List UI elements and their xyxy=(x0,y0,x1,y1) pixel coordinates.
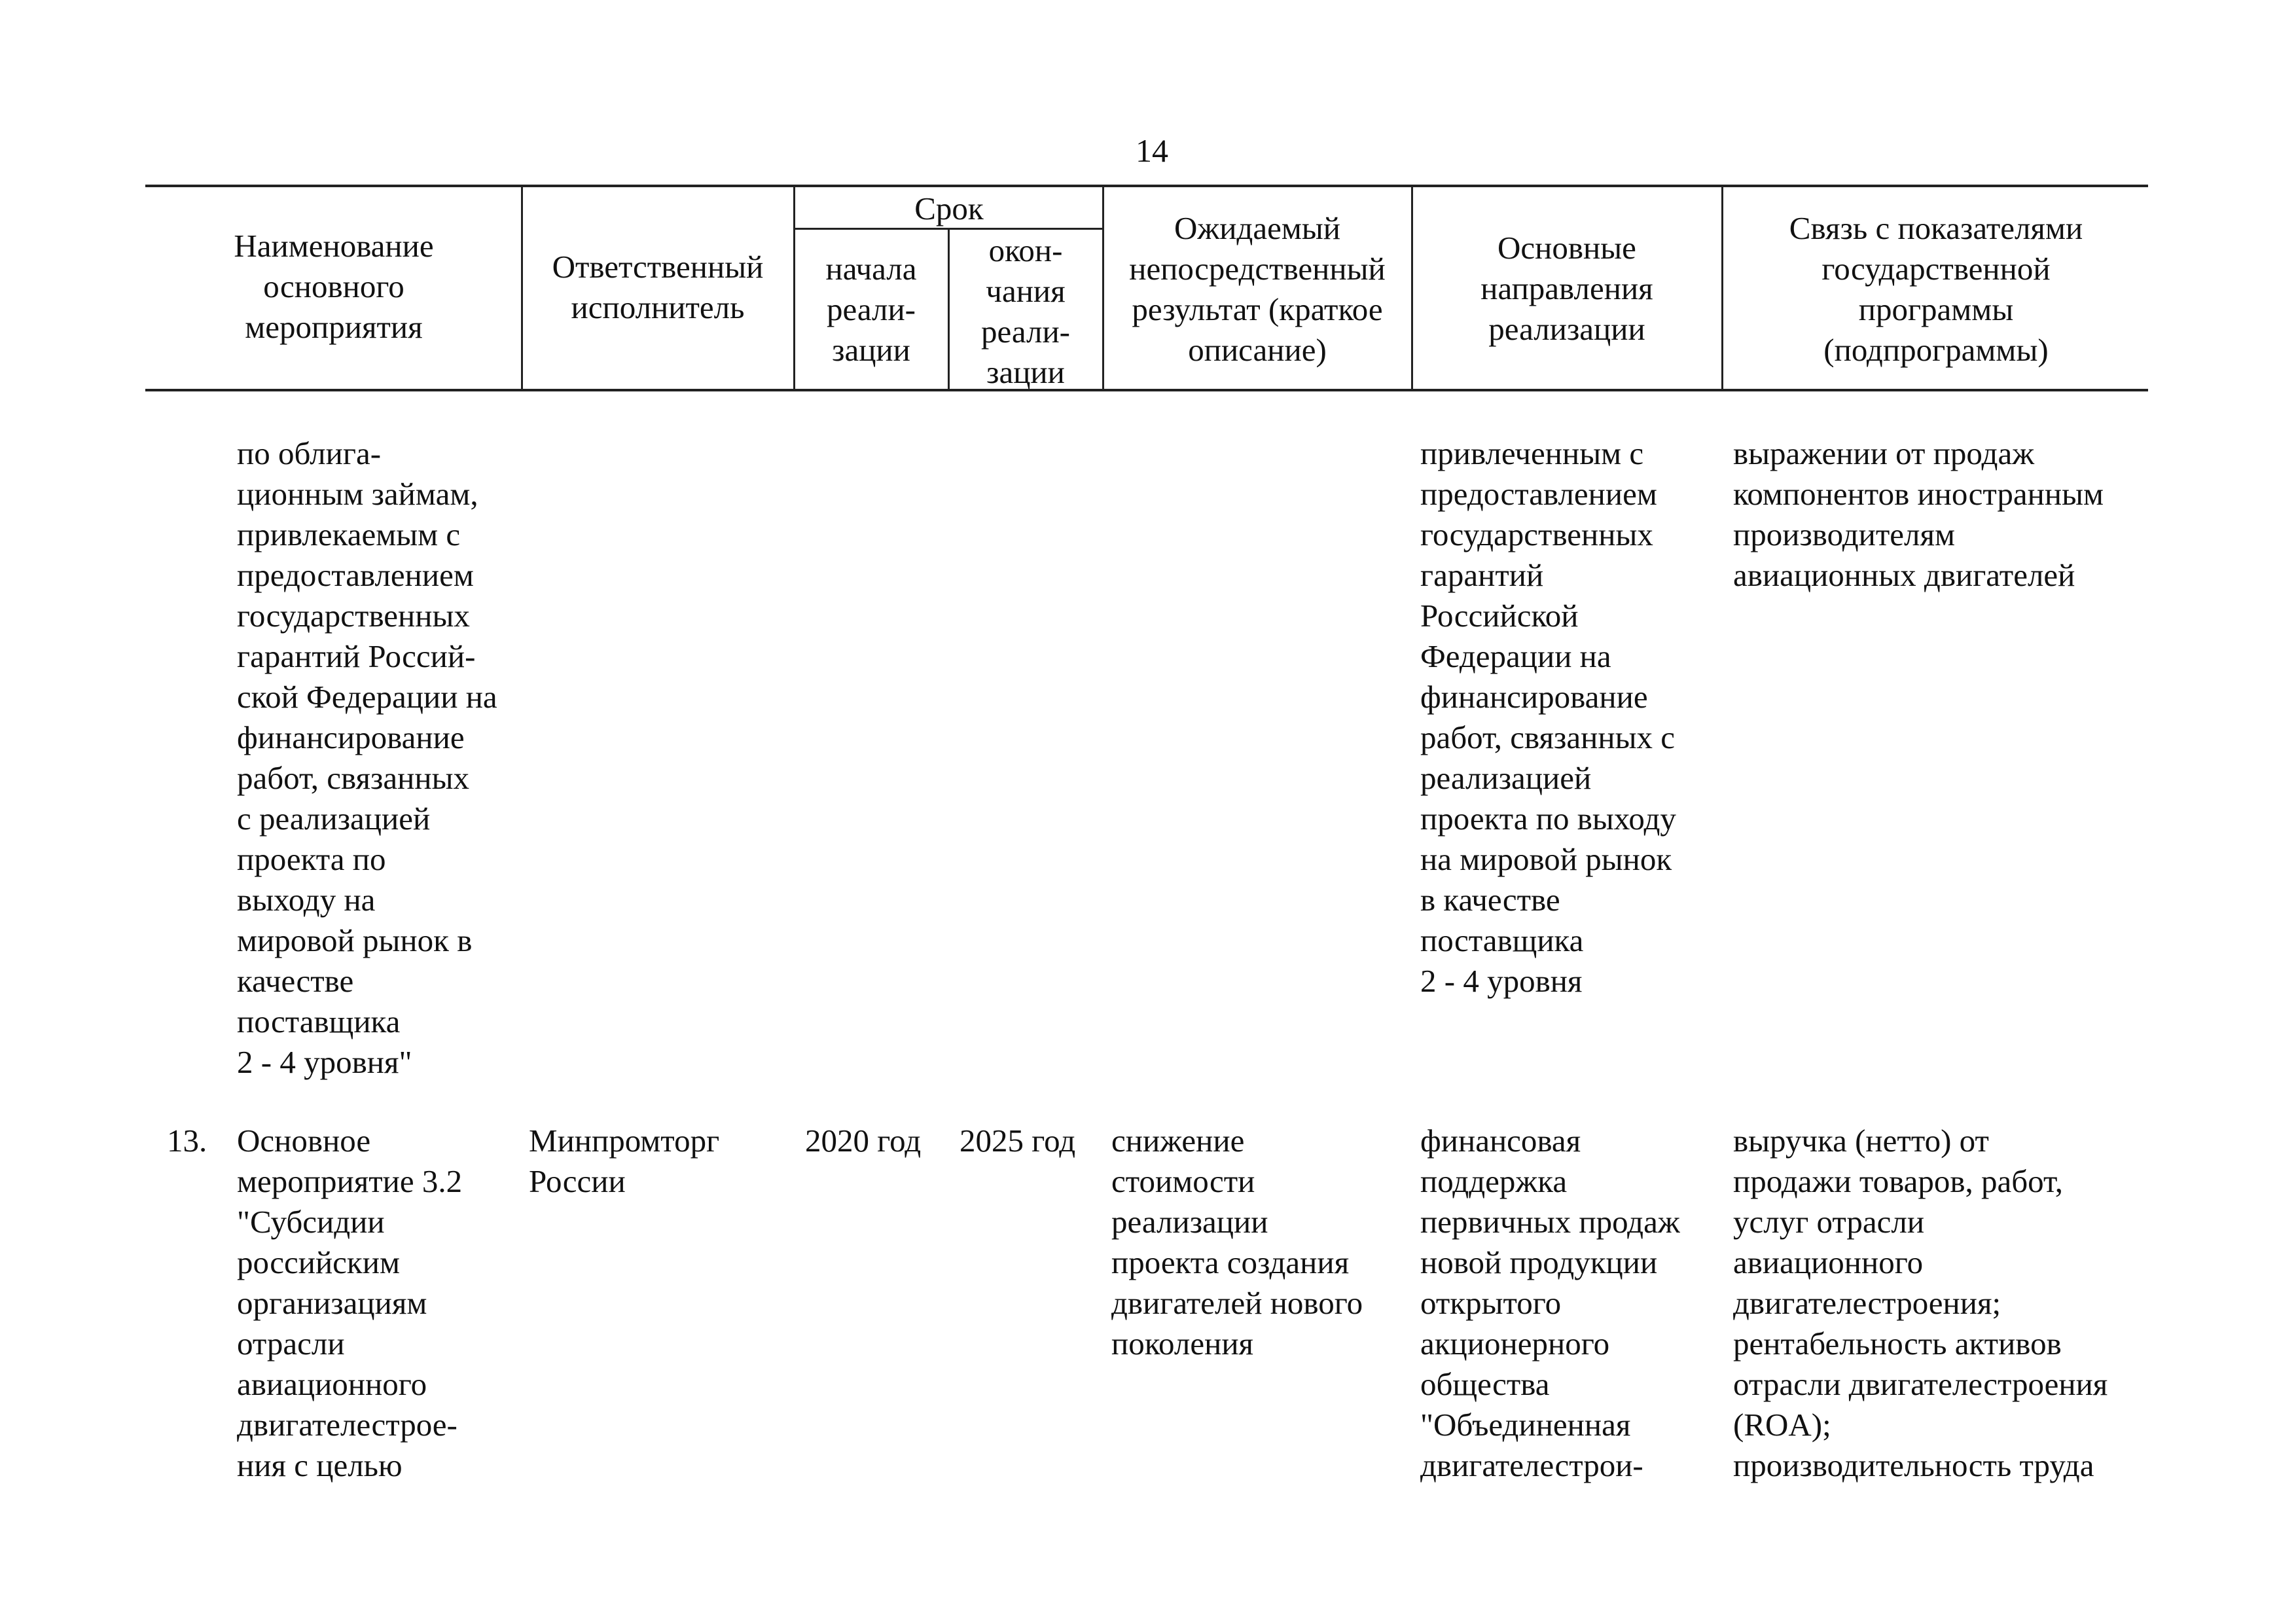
row-directions: финансовая поддержка первичных продаж новой продукции открытого акционерного общества "Объединенная двигателестрои- xyxy=(1420,1123,1680,1483)
header-directions: Основные направления реализации xyxy=(1480,230,1653,347)
row-link: выражении от продаж компонентов иностранным производителям авиационных двигателей xyxy=(1733,435,2104,593)
header-result: Ожидаемый непосредственный результат (краткое описание) xyxy=(1129,210,1386,368)
header-bottom-rule xyxy=(145,389,2148,391)
header-top-rule xyxy=(145,185,2148,187)
row-name: по облига- ционным займам, привлекаемым с предоставлением государственных гарантий Россий- ской Федерации на финансирование работ, связанных с реализацией проекта по выходу на мировой рынок в качестве поставщика 2 - 4 уровня" xyxy=(237,435,497,1080)
header-end: окон- чания реали- зации xyxy=(980,232,1071,390)
row-start: 2020 год xyxy=(805,1123,922,1159)
row-name: Основное мероприятие 3.2 "Субсидии российским организациям отрасли авиационного двигателестрое- ния с целью xyxy=(237,1123,463,1483)
header-name: Наименование основного мероприятия xyxy=(234,228,434,345)
header-term: Срок xyxy=(914,190,984,226)
page-number: 14 xyxy=(1136,132,1168,169)
header-link: Связь с показателями государственной программы (подпрограммы) xyxy=(1789,210,2083,368)
row-number: 13. xyxy=(167,1123,207,1159)
row-end: 2025 год xyxy=(960,1123,1076,1159)
row-result: снижение стоимости реализации проекта создания двигателей нового поколения xyxy=(1111,1123,1363,1362)
header-start: начала реали- зации xyxy=(825,251,917,368)
column-divider xyxy=(521,186,523,390)
header-executor: Ответственный исполнитель xyxy=(552,249,764,325)
row-directions: привлеченным с предоставлением государственных гарантий Российской Федерации на финансирование работ, связанных с реализацией проекта по выходу на мировой рынок в качестве поставщика 2 - 4 уровня xyxy=(1420,435,1676,999)
row-link: выручка (нетто) от продажи товаров, работ, услуг отрасли авиационного двигателестроения; рентабельность активов отрасли двигателестроения (ROA); производительность труда xyxy=(1733,1123,2108,1483)
row-executor: Минпромторг России xyxy=(529,1123,720,1199)
